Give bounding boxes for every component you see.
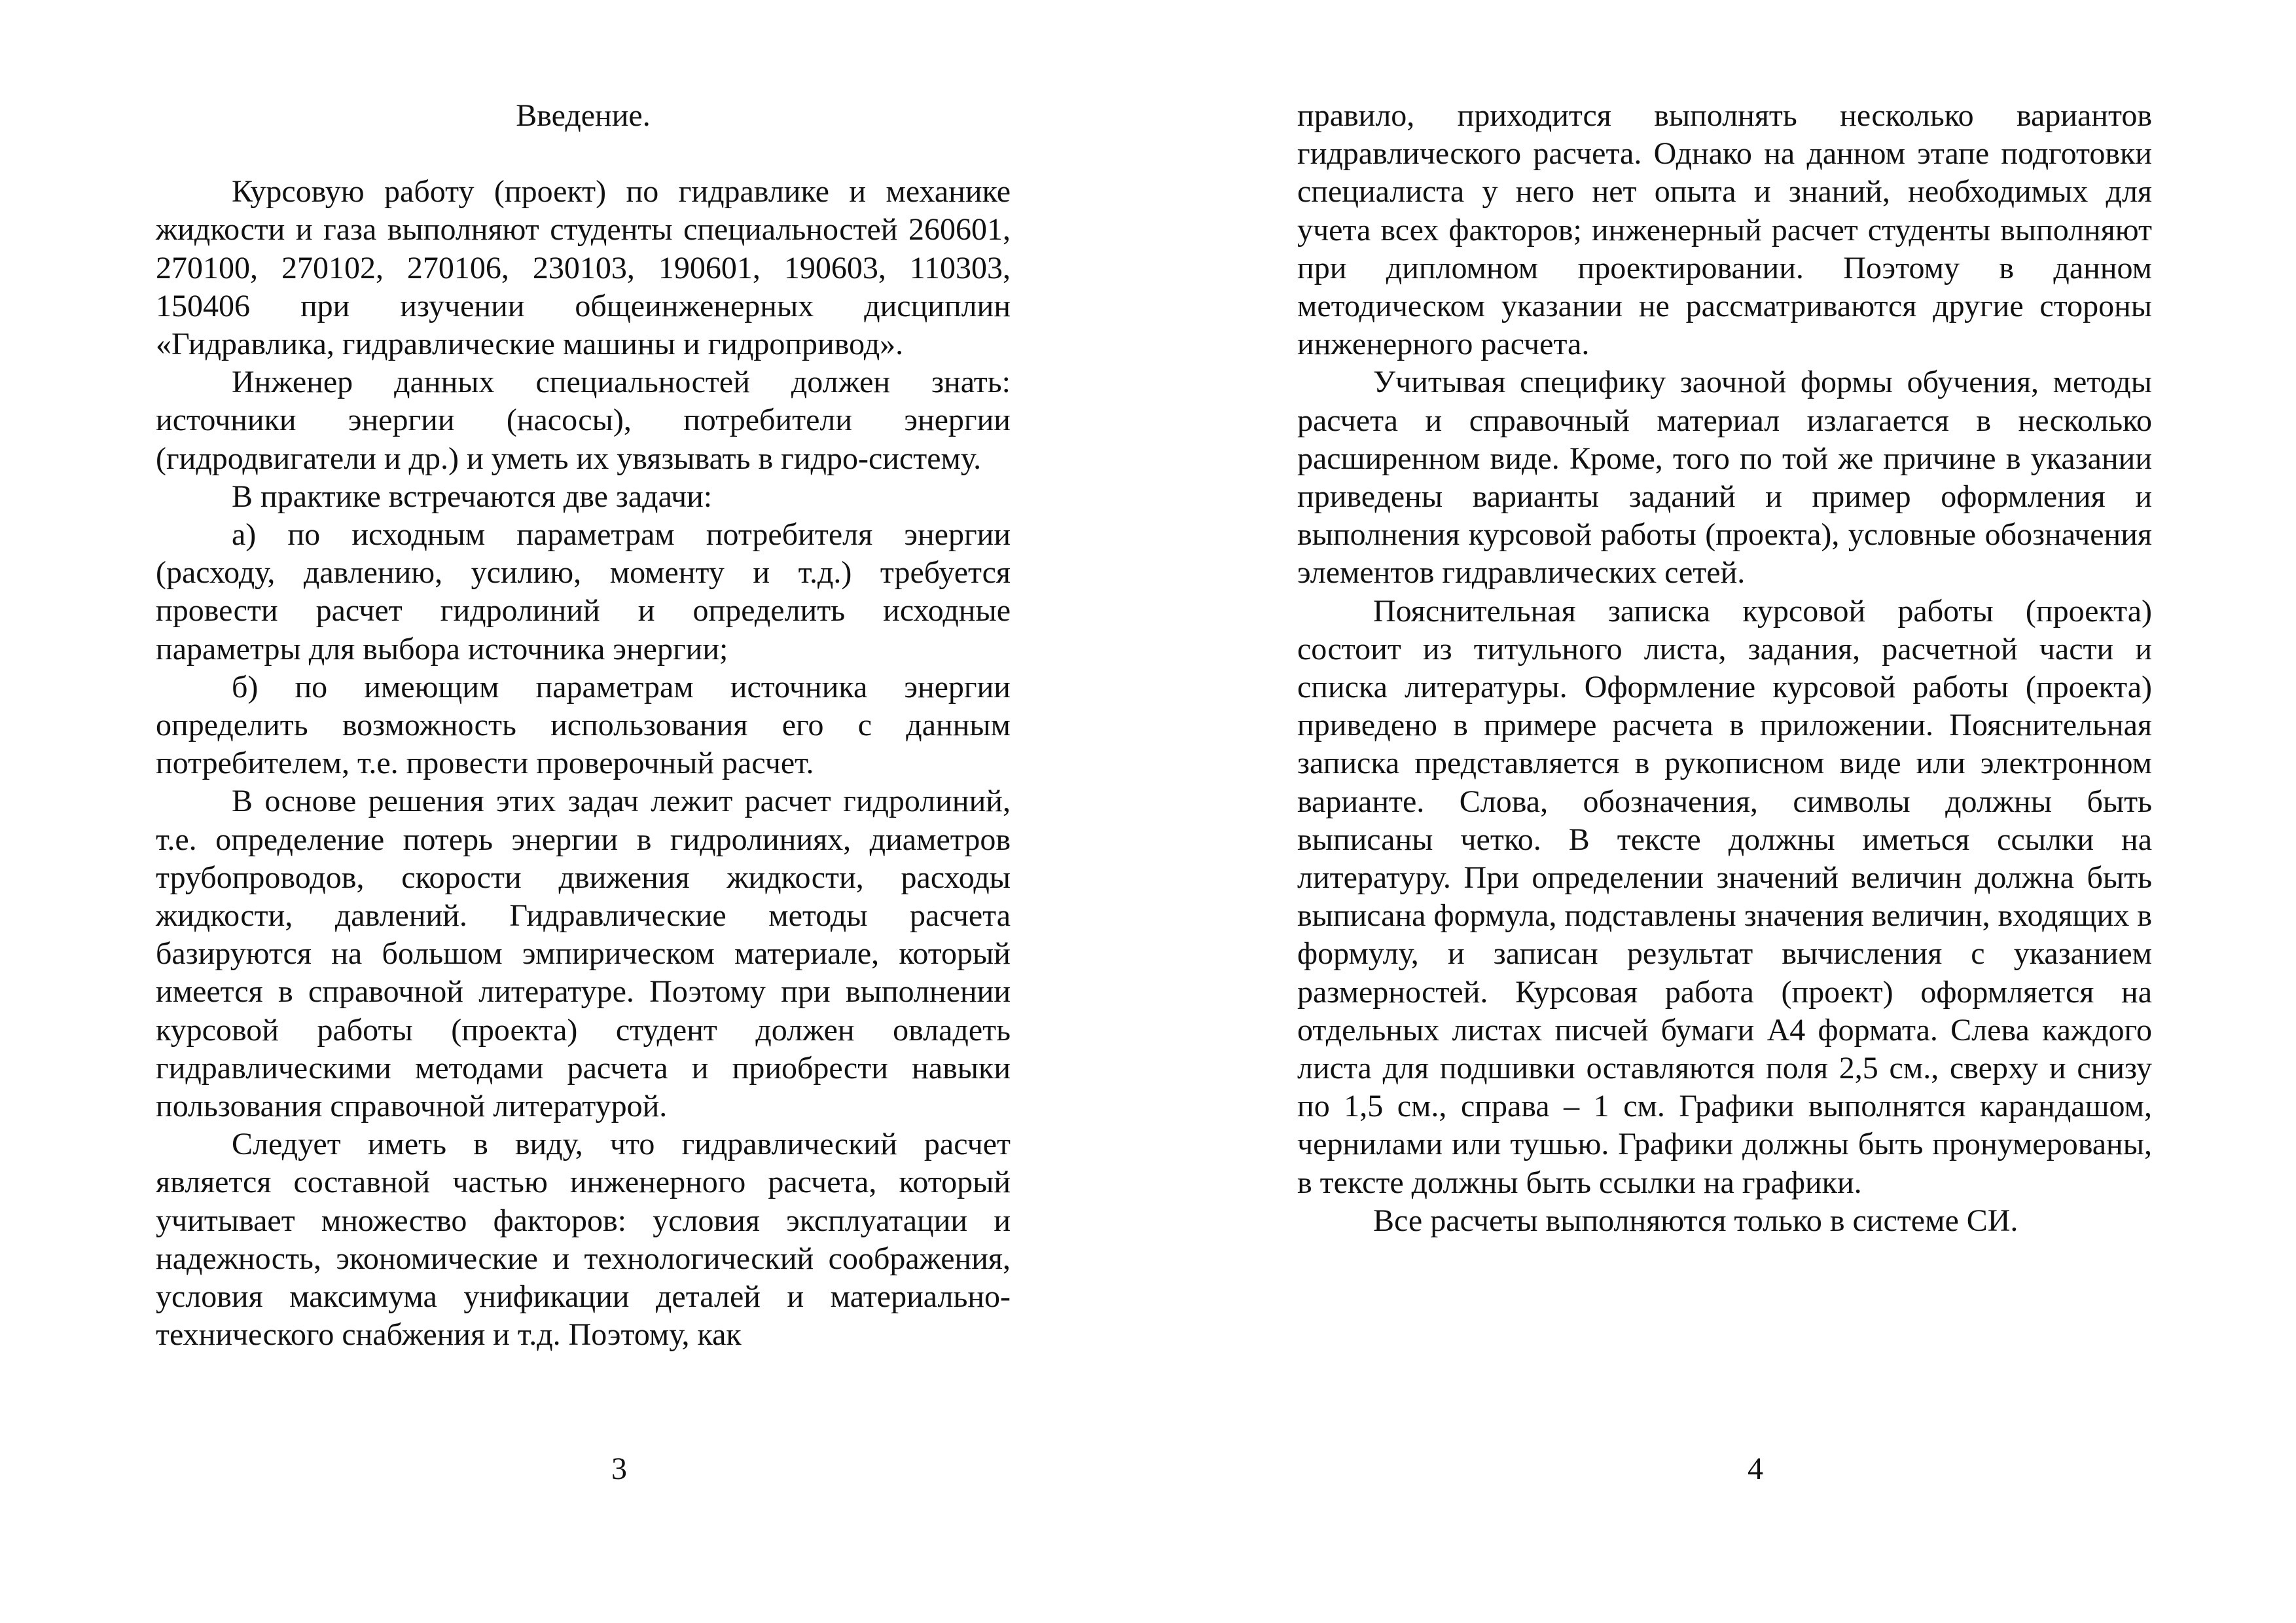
paragraph: В основе решения этих задач лежит расчет гидролиний, т.е. определение потерь энергии в гидролиниях, диаметров трубопроводов, скорости движения жидкости, расходы жидкости, давлений. Гидравлические методы расчета базируются на большом эмпирическом материале, который имеется в справочной литературе. Поэтому при выполнении курсовой работы (проекта) студент должен овладеть гидравлическими методами расчета и приобрести навыки пользования справочной литературой.: [156, 784, 1011, 1124]
paragraph: Все расчеты выполняются только в системе СИ.: [1373, 1203, 2018, 1238]
paragraph: Следует иметь в виду, что гидравлический расчет является составной частью инженерного расчета, который учитывает множество факторов: условия эксплуатации и надежность, экономические и технологический соображения, условия максимума унификации деталей и материально-технического снабжения и т.д. Поэтому, как: [156, 1127, 1011, 1353]
page-number: 4: [1748, 1451, 1763, 1486]
paragraph: Курсовую работу (проект) по гидравлике и механике жидкости и газа выполняют студенты специальностей 260601, 270100, 270102, 270106, 230103, 190601, 190603, 110303, 150406 при изучении общеинженерных дисциплин «Гидравлика, гидравлические машины и гидропривод».: [156, 174, 1011, 362]
page-number: 3: [611, 1451, 627, 1486]
paragraph: Учитывая специфику заочной формы обучения, методы расчета и справочный материал излагается в несколько расширенном виде. Кроме, того по той же причине в указании приведены варианты заданий и пример оформления и выполнения курсовой работы (проекта), условные обозначения элементов гидравлических сетей.: [1297, 365, 2152, 591]
paragraph-continuation: правило, приходится выполнять несколько вариантов гидравлического расчета. Однако на данном этапе подготовки специалиста у него нет опыта и знаний, необходимых для учета всех факторов; инженерный расчет студенты выполняют при дипломном проектировании. Поэтому в данном методическом указании не рассматриваются другие стороны инженерного расчета.: [1297, 98, 2152, 362]
section-heading: Введение.: [516, 98, 651, 133]
list-item-b: б) по имеющим параметрам источника энергии определить возможность использования его с данным потребителем, т.е. провести проверочный расчет.: [156, 669, 1011, 781]
paragraph: В практике встречаются две задачи:: [232, 479, 713, 514]
paragraph: Пояснительная записка курсовой работы (проекта) состоит из титульного листа, задания, расчетной части и списка литературы. Оформление курсовой работы (проекта) приведено в примере расчета в приложении. Пояснительная записка представляется в рукописном виде или электронном варианте. Слова, обозначения, символы должны быть выписаны четко. В тексте должны иметься ссылки на литературу. При определении значений величин должна быть выписана формула, подставлены значения величин, входящих в формулу, и записан результат вычисления с указанием размерностей. Курсовая работа (проект) оформляется на отдельных листах писчей бумаги А4 формата. Слева каждого листа для подшивки оставляются поля 2,5 см., сверху и снизу по 1,5 см., справа – 1 см. Графики выполнятся карандашом, чернилами или тушью. Графики должны быть пронумерованы, в тексте должны быть ссылки на графики.: [1297, 593, 2152, 1200]
list-item-a: а) по исходным параметрам потребителя энергии (расходу, давлению, усилию, моменту и т.д.) требуется провести расчет гидролиний и определить исходные параметры для выбора источника энергии;: [156, 517, 1011, 666]
paragraph: Инженер данных специальностей должен знать: источники энергии (насосы), потребители энергии (гидродвигатели и др.) и уметь их увязывать в гидро-систему.: [156, 365, 1011, 476]
right-page-text-column: [1297, 97, 2152, 1240]
left-page-text-column: [156, 97, 1011, 1355]
right-page: [1148, 0, 2296, 1623]
